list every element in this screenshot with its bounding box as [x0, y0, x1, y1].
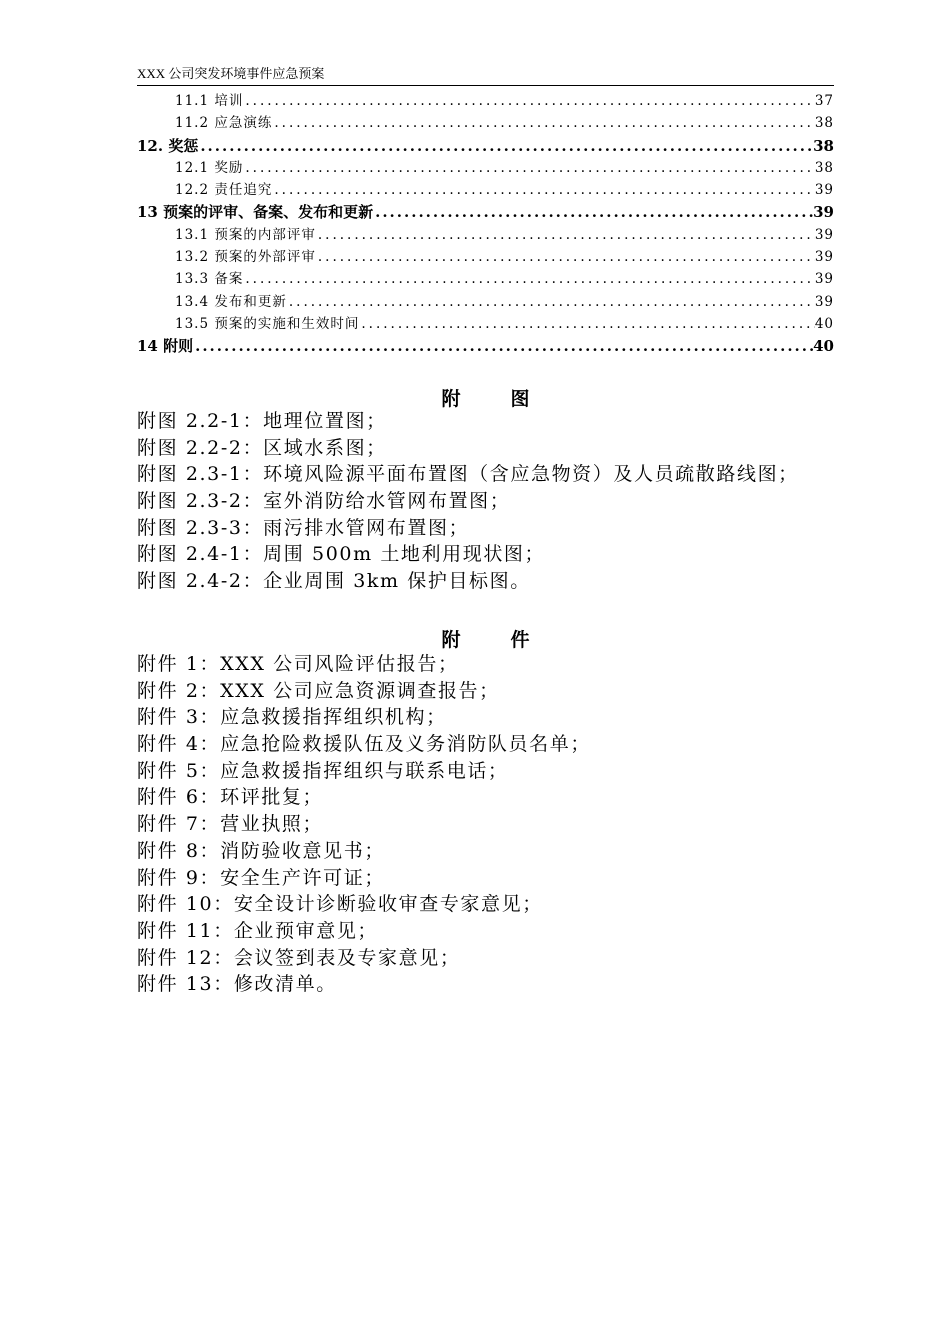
list-item: 附件 2：XXX 公司应急资源调查报告；: [137, 679, 500, 702]
toc-entry-page: 39: [814, 182, 834, 199]
toc-entry: [137, 246, 834, 268]
toc-entry-title: 13.3 备案: [175, 271, 244, 288]
toc-entry-title: 14 附则: [137, 337, 194, 356]
toc-entry-page: 39: [814, 249, 834, 266]
toc-entry-page: 39: [814, 226, 834, 243]
toc-entry: [137, 224, 834, 246]
figures-heading: [137, 384, 834, 411]
toc-entry-title: 12.2 责任追究: [175, 182, 273, 199]
attachments-heading: [137, 625, 834, 652]
list-item: 附件 3：应急救援指挥组织机构；: [137, 706, 447, 729]
attachments-heading-right: 件: [510, 629, 530, 651]
list-item: 附件 5：应急救援指挥组织与联系电话；: [137, 759, 509, 782]
toc-entry-title: 13.1 预案的内部评审: [175, 226, 316, 243]
toc-leader-dots: [243, 268, 814, 290]
toc-entry-page: 37: [814, 93, 834, 109]
toc-entry-page: 40: [813, 337, 834, 356]
attachments-heading-left: 附: [441, 629, 461, 651]
toc-leader-dots: [243, 157, 814, 179]
toc-leader-dots: [316, 246, 815, 268]
list-item: 附图 2.3-1：环境风险源平面布置图（含应急物资）及人员疏散路线图；: [137, 463, 799, 486]
toc-leader-dots: [373, 201, 813, 223]
toc-entry: [137, 179, 834, 201]
toc-entry-page: 39: [814, 293, 834, 310]
toc-leader-dots: [243, 90, 814, 112]
list-item: 附图 2.4-1：周围 500m 土地利用现状图；: [137, 543, 546, 566]
toc-leader-dots: [193, 335, 813, 357]
list-item: 附件 8：消防验收意见书；: [137, 839, 385, 862]
toc-entry-page: 39: [814, 271, 834, 288]
toc-entry-title: 11.1 培训: [175, 93, 244, 109]
toc-leader-dots: [198, 135, 813, 157]
figures-list: [137, 408, 857, 595]
list-item: 附件 12：会议签到表及专家意见；: [137, 946, 461, 969]
toc-entry-title: 13.2 预案的外部评审: [175, 249, 316, 266]
list-item: 附件 11：企业预审意见；: [137, 919, 379, 942]
list-item: 附图 2.3-3：雨污排水管网布置图；: [137, 516, 470, 539]
toc-leader-dots: [359, 313, 814, 335]
toc-entry: [137, 112, 834, 134]
toc-entry: [137, 268, 834, 290]
toc-entry: [137, 291, 834, 313]
figures-heading-right: 图: [510, 388, 530, 410]
toc-entry: [137, 157, 834, 179]
toc-entry-title: 13.5 预案的实施和生效时间: [175, 315, 360, 332]
toc-entry-title: 13 预案的评审、备案、发布和更新: [137, 203, 374, 222]
list-item: 附图 2.2-2：区域水系图；: [137, 436, 387, 459]
list-item: 附件 4：应急抢险救援队伍及义务消防队员名单；: [137, 733, 591, 756]
list-item: 附图 2.4-2：企业周围 3km 保护目标图。: [137, 570, 531, 593]
toc-entry: [137, 335, 834, 357]
toc-entry: [137, 201, 834, 223]
toc-entry-title: 12. 奖惩: [137, 136, 199, 155]
toc-entry-page: 40: [814, 315, 834, 332]
list-item: 附件 6：环评批复；: [137, 786, 324, 809]
toc-entry-page: 38: [813, 136, 834, 155]
toc-leader-dots: [316, 224, 815, 246]
list-item: 附件 1：XXX 公司风险评估报告；: [137, 653, 459, 675]
list-item: 附图 2.3-2：室外消防给水管网布置图；: [137, 490, 511, 513]
document-title: XXX 公司突发环境事件应急预案: [137, 66, 325, 81]
toc-leader-dots: [272, 179, 814, 201]
list-item: 附件 13：修改清单。: [137, 973, 337, 996]
toc-entry: [137, 313, 834, 335]
toc-entry: [137, 135, 834, 157]
toc-entry-page: 39: [813, 203, 834, 222]
toc-entry-title: 12.1 奖励: [175, 159, 244, 176]
table-of-contents: [137, 90, 834, 358]
toc-entry-title: 11.2 应急演练: [175, 115, 273, 132]
figures-heading-left: 附: [441, 388, 461, 410]
list-item: 附件 9：安全生产许可证；: [137, 866, 385, 889]
toc-entry-page: 38: [814, 115, 834, 132]
toc-entry-title: 13.4 发布和更新: [175, 293, 287, 310]
toc-leader-dots: [272, 112, 814, 134]
toc-leader-dots: [287, 291, 815, 313]
attachments-list: [137, 651, 857, 998]
list-item: 附件 7：营业执照；: [137, 813, 324, 836]
list-item: 附件 10：安全设计诊断验收审查专家意见；: [137, 893, 543, 916]
page-header: [137, 66, 834, 86]
list-item: 附图 2.2-1：地理位置图；: [137, 410, 387, 432]
toc-entry-page: 38: [814, 159, 834, 176]
toc-entry: [137, 90, 834, 112]
